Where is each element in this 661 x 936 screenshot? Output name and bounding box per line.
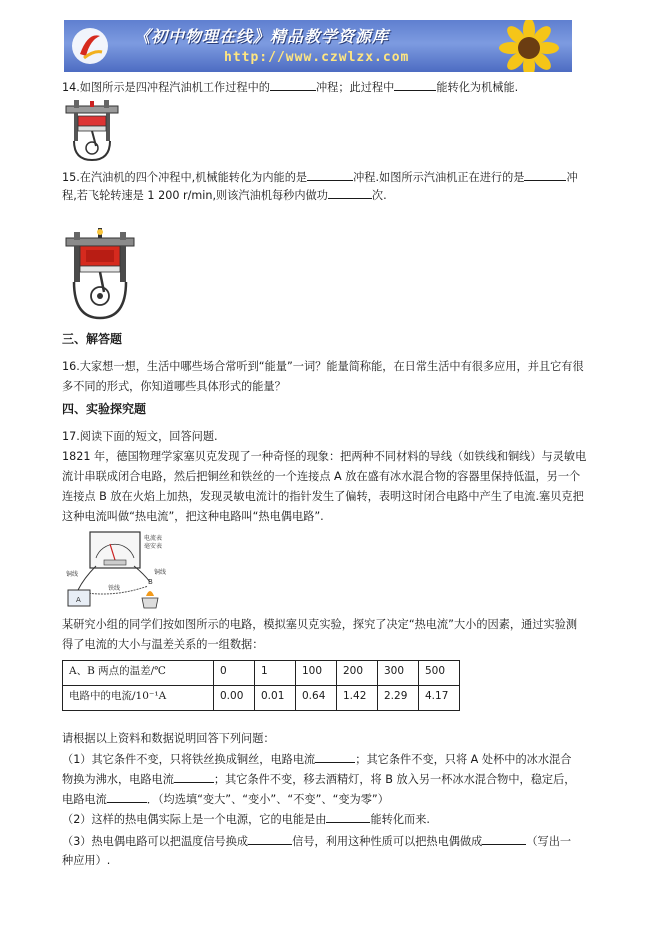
question-17-instruction: 请根据以上资料和数据说明回答下列问题：: [62, 732, 275, 745]
sub2-text: （2）这样的热电偶实际上是一个电源，它的电能是由: [62, 813, 327, 826]
q14-text: 冲程；此过程中: [315, 81, 395, 94]
sub3-text: （3）热电偶电路可以把温度信号换成: [62, 835, 249, 848]
q15-text: 冲程.如图所示汽油机正在进行的是: [353, 171, 525, 184]
answer-blank[interactable]: [174, 770, 214, 783]
answer-blank[interactable]: [482, 832, 526, 845]
answer-blank[interactable]: [107, 790, 147, 803]
answer-blank[interactable]: [394, 78, 436, 91]
table-cell: 0.00: [214, 686, 255, 711]
answer-blank[interactable]: [328, 186, 372, 199]
q15-text: 冲: [566, 171, 578, 184]
table-cell: 100: [296, 661, 337, 686]
question-15-line2: [62, 186, 602, 204]
question-17-sub3: 种应用）.: [62, 854, 111, 867]
table-cell: 2.29: [378, 686, 419, 711]
sub1-text: 物换为沸水，电路电流: [62, 773, 174, 786]
question-17-sub3: [62, 832, 602, 850]
table-row: [63, 686, 460, 711]
data-table: [62, 660, 460, 711]
q14-text: 能转化为机械能.: [436, 81, 519, 94]
label-wire-mid: 铁线: [108, 585, 121, 592]
question-15-line1: [62, 168, 602, 186]
q15-text: 程,若飞轮转速是 1 200 r/min,则该汽油机每秒内做功: [62, 189, 328, 202]
q15-text: 15.在汽油机的四个冲程中,机械能转化为内能的是: [62, 171, 308, 184]
table-cell: 1: [255, 661, 296, 686]
section-title-4: 四、实验探究题: [62, 402, 147, 416]
question-16-line1: 16.大家想一想，生活中哪些场合常听到“能量”一词？能量简称能，在日常生活中有很多应用，并且它有很: [62, 360, 584, 373]
answer-blank[interactable]: [524, 168, 566, 181]
label-point-b: B: [148, 578, 153, 586]
sub1-text: 电路电流: [62, 793, 107, 806]
banner-url: http://www.czwlzx.com: [224, 50, 410, 65]
question-17-sub1: [62, 750, 602, 768]
question-17-para2: 得了电流的大小与温差关系的一组数据：: [62, 638, 264, 651]
q14-text: 14.如图所示是四冲程汽油机工作过程中的: [62, 81, 270, 94]
engine-diagram-power: [64, 228, 136, 320]
question-17-para2: 某研究小组的同学们按如图所示的电路，模拟塞贝克实验，探究了决定“热电流”大小的因素，通过实验测: [62, 618, 578, 631]
engine-diagram-compression: [64, 100, 120, 162]
answer-blank[interactable]: [248, 832, 292, 845]
question-17-para1: 这种电流叫做“热电流”，把这种电路叫“热电偶电路”.: [62, 510, 324, 523]
section-title-3: 三、解答题: [62, 332, 123, 346]
answer-blank[interactable]: [326, 810, 370, 823]
table-cell: 0.64: [296, 686, 337, 711]
q15-text: 次.: [371, 189, 387, 202]
header-banner: [64, 20, 572, 72]
question-16-line2: 多不同的形式，你知道哪些具体形式的能量？: [62, 380, 286, 393]
question-17-intro: 17.阅读下面的短文，回答问题.: [62, 430, 218, 443]
sub1-text: ；其它条件不变，只将 A 处杯中的冰水混合: [355, 753, 572, 766]
table-cell: 200: [337, 661, 378, 686]
sub3-text: （写出一: [526, 835, 572, 848]
question-17-para1: 流计串联成闭合电路，然后把铜丝和铁丝的一个连接点 A 放在盛有冰水混合物的容器里保持低温，另一个: [62, 470, 581, 483]
thermocouple-diagram: [64, 530, 176, 610]
question-17-sub1: [62, 770, 602, 788]
alcohol-lamp-icon: [142, 598, 158, 608]
table-row-header: A、B 两点的温差/℃: [63, 661, 214, 686]
banner-title: 《初中物理在线》精品教学资源库: [134, 27, 390, 46]
label-point-a: A: [76, 596, 81, 604]
sub1-text: （1）其它条件不变，只将铁丝换成铜丝，电路电流: [62, 753, 316, 766]
answer-blank[interactable]: [307, 168, 353, 181]
label-wire-left: 铜线: [66, 571, 79, 578]
table-cell: 1.42: [337, 686, 378, 711]
table-cell: 0.01: [255, 686, 296, 711]
logo-icon: [70, 26, 110, 66]
question-17-para1: 1821 年，德国物理学家塞贝克发现了一种奇怪的现象：把两种不同材料的导线（如铁线和铜线）与灵敏电: [62, 450, 587, 463]
question-17-sub1: [62, 790, 602, 808]
flame-icon: [146, 591, 154, 596]
question-17-para1: 连接点 B 放在火焰上加热，发现灵敏电流计的指针发生了偏转，表明这时闭合电路中产生了电流.塞贝克把: [62, 490, 584, 503]
question-14: [62, 78, 602, 96]
sub3-text: 信号，利用这种性质可以把热电偶做成: [292, 835, 483, 848]
label-meter-sub: 毫安表: [144, 543, 163, 550]
answer-blank[interactable]: [270, 78, 316, 91]
sub1-text: ；其它条件不变，移去酒精灯，将 B 放入另一杯冰水混合物中，稳定后，: [213, 773, 576, 786]
label-wire-right: 铜线: [154, 569, 167, 576]
table-row-header: 电路中的电流/10⁻¹A: [63, 686, 214, 711]
table-cell: 500: [419, 661, 460, 686]
table-cell: 300: [378, 661, 419, 686]
sub1-text: ．（均选填“变大”、“变小”、“不变”、“变为零”）: [146, 793, 389, 806]
table-row: [63, 661, 460, 686]
table-cell: 0: [214, 661, 255, 686]
answer-blank[interactable]: [315, 750, 355, 763]
sunflower-icon: [494, 20, 564, 72]
sub2-text: 能转化而来.: [370, 813, 430, 826]
question-17-sub2: [62, 810, 602, 828]
table-cell: 4.17: [419, 686, 460, 711]
label-meter-top: 电流表: [144, 535, 163, 542]
